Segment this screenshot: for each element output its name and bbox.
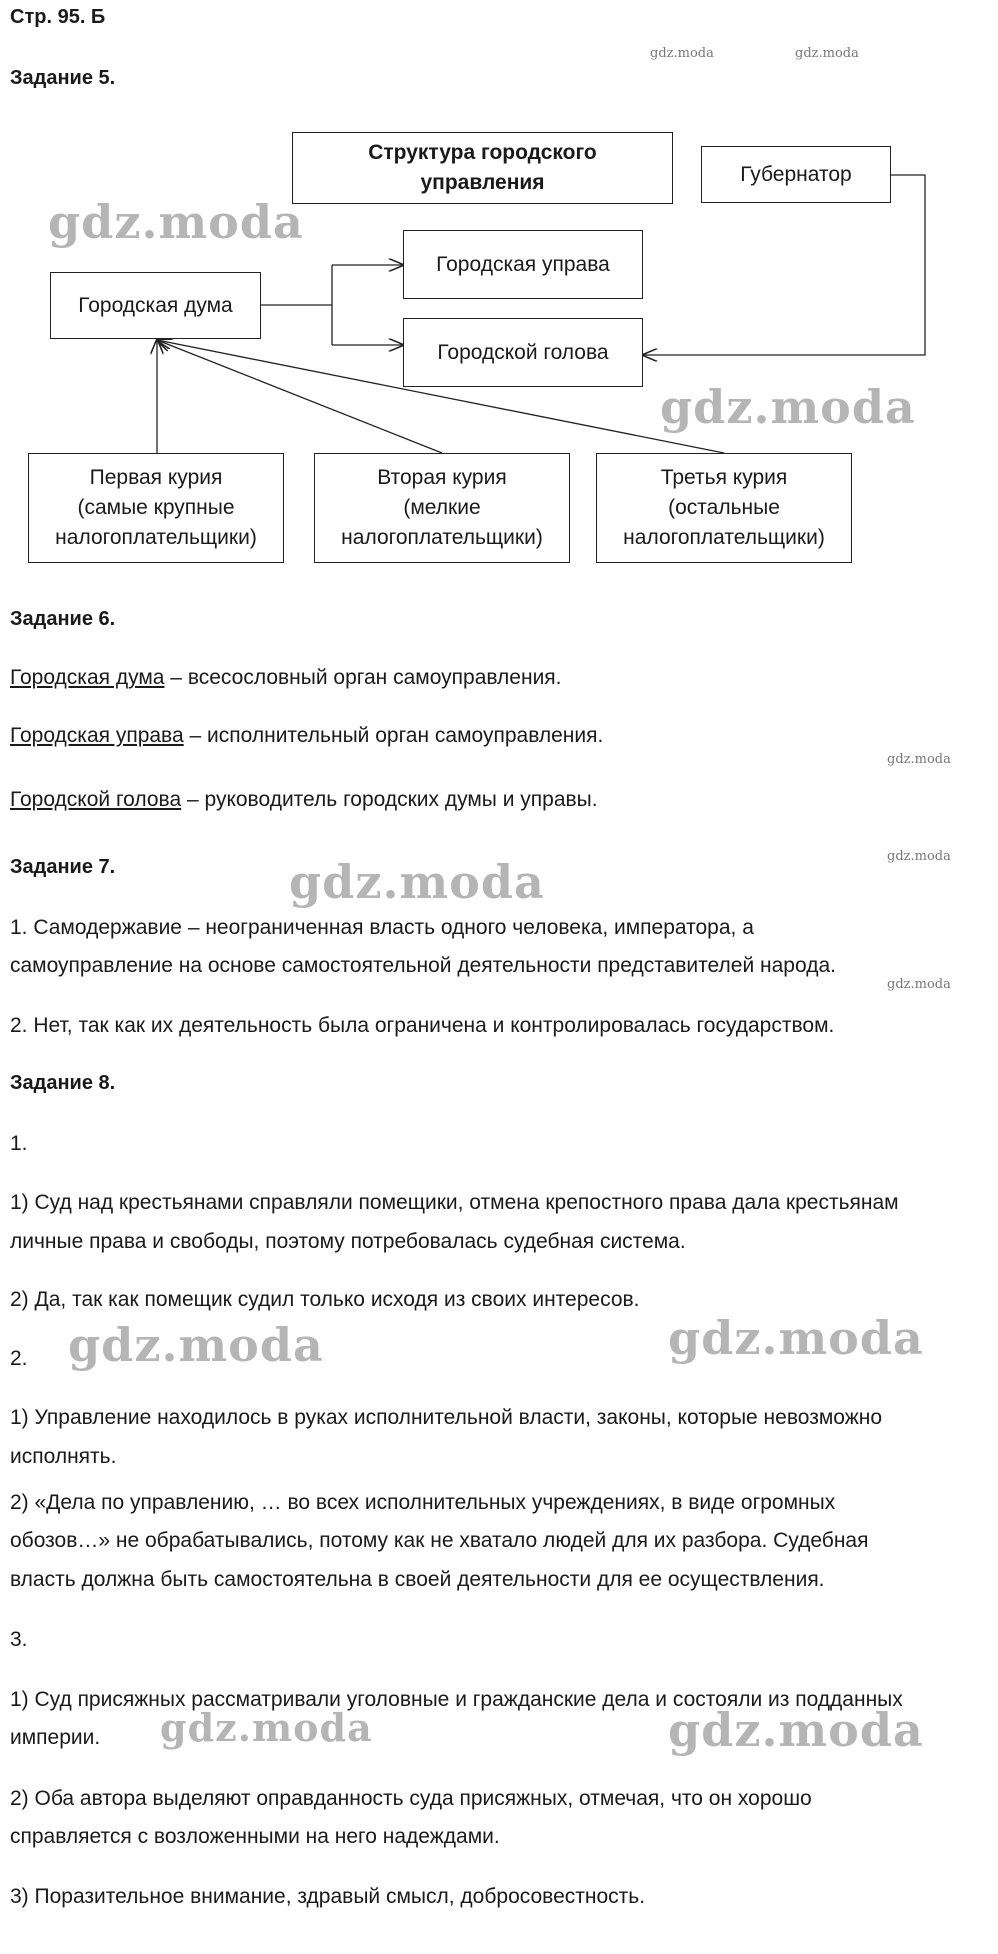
curia-line: Третья курия [660, 466, 788, 489]
uprava-label: Городская управа [436, 252, 610, 276]
definition-row [10, 658, 562, 698]
duma-label: Городская дума [78, 293, 233, 317]
task5-heading: Задание 5. [10, 67, 116, 89]
task8-line: обозов…» не обрабатывались, потому как не хватало людей для их разбора. Судебная [10, 1529, 869, 1552]
curia-line: Первая курия [89, 466, 223, 489]
curia-line: Вторая курия [377, 466, 507, 489]
watermark-large: gdz.moda [289, 855, 545, 909]
page-header: Стр. 95. Б [10, 6, 106, 28]
diagram-title-line: Структура городского [368, 141, 597, 164]
term: Городская управа [10, 724, 184, 747]
watermark-small: gdz.moda [887, 752, 951, 767]
task6-heading: Задание 6. [10, 608, 116, 630]
diagram-title-line: управления [420, 171, 545, 194]
task7-heading: Задание 7. [10, 856, 116, 878]
curia-line: налогоплательщики) [55, 526, 257, 549]
definition: – исполнительный орган самоуправления. [183, 724, 604, 747]
task8-line: 1) Суд присяжных рассматривали уголовные и гражданские дела и состояли из подданных [10, 1688, 903, 1711]
watermark-large: gdz.moda [48, 195, 304, 249]
curia-line: (мелкие [403, 496, 481, 519]
task8-line: 1) Управление находилось в руках исполнительной власти, законы, которые невозможно [10, 1406, 883, 1429]
diagram-title-box [292, 132, 673, 204]
task7-line: самоуправление на основе самостоятельной деятельности представителей народа. [10, 954, 836, 977]
watermark-large: gdz.moda [660, 380, 916, 434]
definition-row [10, 716, 603, 756]
task8-line: империи. [10, 1726, 101, 1749]
task7-line: 2. Нет, так как их деятельность была ограничена и контролировалась государством. [10, 1014, 835, 1037]
term: Городская дума [10, 666, 165, 689]
golova-label: Городской голова [437, 340, 609, 364]
definition: – руководитель городских думы и управы. [181, 788, 598, 811]
duma-box [50, 272, 261, 339]
task8-line: 2) Оба автора выделяют оправданность суда присяжных, отмечая, что он хорошо [10, 1787, 812, 1810]
task8-line: исполнять. [10, 1445, 117, 1468]
task8-line: 2) Да, так как помещик судил только исходя из своих интересов. [10, 1288, 640, 1311]
definition-row [10, 780, 598, 820]
watermark-small: gdz.moda [650, 46, 714, 61]
task8-line: 3) Поразительное внимание, здравый смысл, добросовестность. [10, 1885, 646, 1908]
task8-line: 2) «Дела по управлению, … во всех исполнительных учреждениях, в виде огромных [10, 1491, 836, 1514]
curia-line: (самые крупные [77, 496, 235, 519]
watermark-small: gdz.moda [795, 46, 859, 61]
watermark-large: gdz.moda [68, 1318, 324, 1372]
curia-line: налогоплательщики) [341, 526, 543, 549]
golova-box [403, 318, 643, 387]
task8-line: 1) Суд над крестьянами справляли помещики, отмена крепостного права дала крестьянам [10, 1191, 899, 1214]
task8-line: справляется с возложенными на него надеждами. [10, 1825, 500, 1848]
curia3-box [596, 453, 852, 563]
watermark-large: gdz.moda [668, 1311, 924, 1365]
watermark-small: gdz.moda [887, 977, 951, 992]
curia-line: (остальные [668, 496, 780, 519]
watermark-large: gdz.moda [668, 1703, 924, 1757]
term: Городской голова [10, 788, 182, 811]
arrow-curia2-to-duma [157, 340, 442, 453]
watermark-large: gdz.moda [160, 1705, 373, 1750]
task8-line: личные права и свободы, поэтому потребовалась судебная система. [10, 1230, 686, 1253]
task8-heading: Задание 8. [10, 1072, 116, 1094]
task7-line: 1. Самодержавие – неограниченная власть одного человека, императора, а [10, 916, 754, 939]
governor-label: Губернатор [740, 162, 852, 186]
curia1-box [28, 453, 284, 563]
governor-box [701, 146, 891, 203]
curia-line: налогоплательщики) [623, 526, 825, 549]
definition: – всесословный орган самоуправления. [164, 666, 562, 689]
task8-number: 1. [10, 1132, 28, 1155]
curia2-box [314, 453, 570, 563]
task8-number: 3. [10, 1628, 28, 1651]
task8-number: 2. [10, 1347, 28, 1370]
watermark-small: gdz.moda [887, 849, 951, 864]
uprava-box [403, 230, 643, 299]
task8-line: власть должна быть самостоятельна в своей деятельности для ее осуществления. [10, 1568, 825, 1591]
